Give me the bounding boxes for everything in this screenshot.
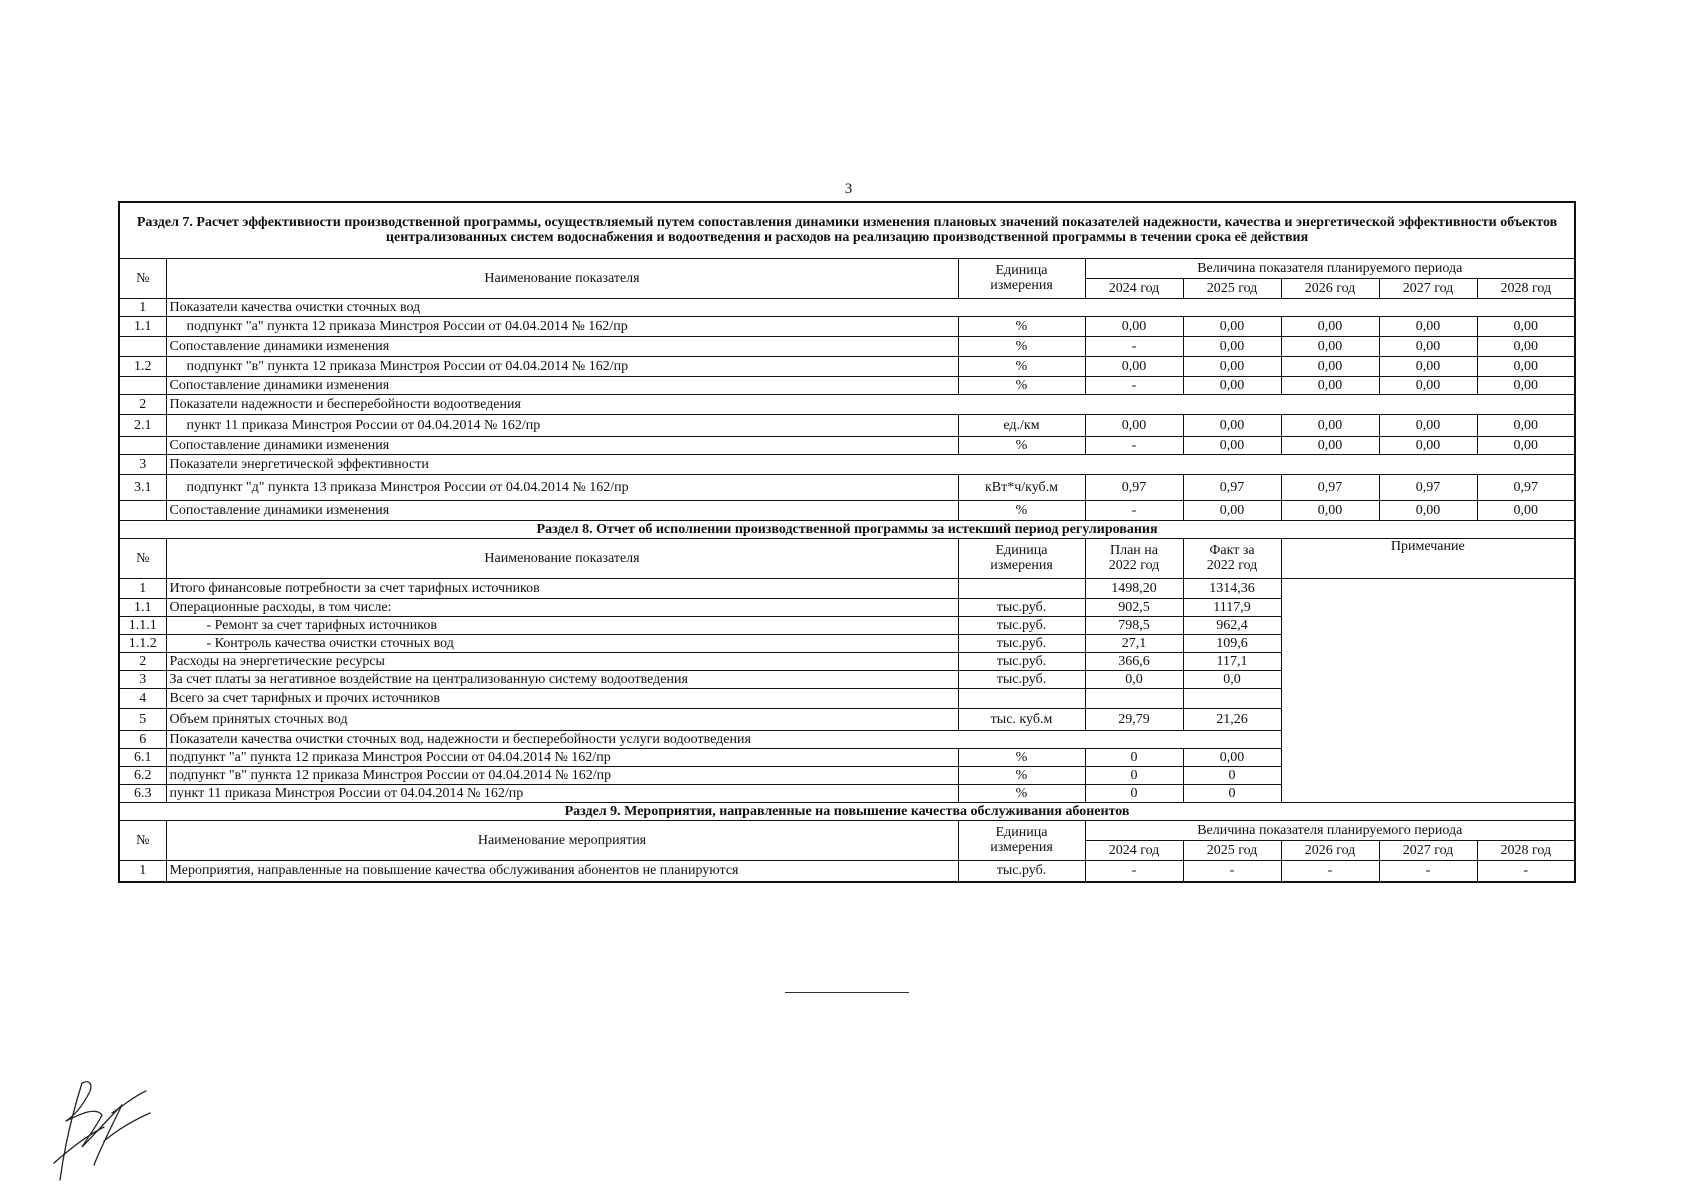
plan-cell: 902,5 xyxy=(1085,598,1183,616)
row-num: 2.1 xyxy=(119,414,166,436)
page-number: 3 xyxy=(844,181,853,197)
plan-cell: 366,6 xyxy=(1085,652,1183,670)
indicator-name: За счет платы за негативное воздействие на централизованную систему водоотведения xyxy=(166,670,958,688)
fact-cell: 1117,9 xyxy=(1183,598,1281,616)
unit-cell: тыс.руб. xyxy=(958,860,1085,882)
value-cell: 0,00 xyxy=(1281,414,1379,436)
plan-cell: 0,0 xyxy=(1085,670,1183,688)
indicator-name: подпункт "а" пункта 12 приказа Минстроя России от 04.04.2014 № 162/пр xyxy=(166,748,958,766)
value-cell: 0,97 xyxy=(1477,474,1575,500)
value-cell: 0,00 xyxy=(1477,436,1575,454)
unit-cell: % xyxy=(958,336,1085,356)
section9-header-row xyxy=(119,820,1575,840)
row-num: 1 xyxy=(119,578,166,598)
row-num xyxy=(119,500,166,520)
plan-cell: 0 xyxy=(1085,784,1183,802)
row-num xyxy=(119,436,166,454)
fact-cell: 962,4 xyxy=(1183,616,1281,634)
indicator-name: - Ремонт за счет тарифных источников xyxy=(166,616,958,634)
section8-title-row xyxy=(119,520,1575,538)
value-cell: 0,00 xyxy=(1379,356,1477,376)
header-plan-line1: План на xyxy=(1109,543,1158,558)
unit-cell: тыс.руб. xyxy=(958,670,1085,688)
unit-cell: % xyxy=(958,766,1085,784)
header-year: 2027 год xyxy=(1379,278,1477,298)
indicator-name: подпункт "в" пункта 12 приказа Минстроя России от 04.04.2014 № 162/пр xyxy=(166,766,958,784)
value-cell: - xyxy=(1085,436,1183,454)
row-num: 3 xyxy=(119,454,166,474)
measure-name: Мероприятия, направленные на повышение качества обслуживания абонентов не планируются xyxy=(166,860,958,882)
row-num: 4 xyxy=(119,688,166,708)
row-num: 6 xyxy=(119,730,166,748)
section8-title: Раздел 8. Отчет об исполнении производственной программы за истекший период регулирования xyxy=(119,520,1575,538)
value-cell: 0,00 xyxy=(1281,316,1379,336)
value-cell: - xyxy=(1085,500,1183,520)
fact-cell: 0 xyxy=(1183,784,1281,802)
value-cell: 0,00 xyxy=(1379,316,1477,336)
header-year: 2026 год xyxy=(1281,278,1379,298)
row-num: 3 xyxy=(119,670,166,688)
unit-cell: кВт*ч/куб.м xyxy=(958,474,1085,500)
table-row xyxy=(119,394,1575,414)
unit-cell: % xyxy=(958,356,1085,376)
unit-cell: % xyxy=(958,500,1085,520)
value-cell: 0,00 xyxy=(1477,336,1575,356)
value-cell: 0,00 xyxy=(1183,336,1281,356)
header-period: Величина показателя планируемого периода xyxy=(1085,820,1575,840)
indicator-name: Всего за счет тарифных и прочих источников xyxy=(166,688,958,708)
header-name: Наименование показателя xyxy=(166,258,958,298)
row-num: 1 xyxy=(119,298,166,316)
header-year: 2024 год xyxy=(1085,840,1183,860)
plan-cell: 29,79 xyxy=(1085,708,1183,730)
header-year: 2027 год xyxy=(1379,840,1477,860)
unit-cell: тыс.руб. xyxy=(958,598,1085,616)
fact-cell: 21,26 xyxy=(1183,708,1281,730)
header-plan-line2: 2022 год xyxy=(1108,558,1160,573)
fact-cell xyxy=(1183,688,1281,708)
header-num: № xyxy=(119,538,166,578)
section9-title-row xyxy=(119,802,1575,820)
indicator-name: подпункт "а" пункта 12 приказа Минстроя России от 04.04.2014 № 162/пр xyxy=(166,316,958,336)
value-cell: 0,00 xyxy=(1183,436,1281,454)
value-cell: 0,00 xyxy=(1477,414,1575,436)
value-cell: 0,00 xyxy=(1477,500,1575,520)
header-year: 2026 год xyxy=(1281,840,1379,860)
value-cell: 0,00 xyxy=(1379,500,1477,520)
note-cell xyxy=(1281,578,1575,802)
row-num: 1 xyxy=(119,860,166,882)
section7-header-row xyxy=(119,258,1575,278)
indicator-name: пункт 11 приказа Минстроя России от 04.04.2014 № 162/пр xyxy=(166,414,958,436)
fact-cell: 0,00 xyxy=(1183,748,1281,766)
plan-cell: 798,5 xyxy=(1085,616,1183,634)
section7-title-row xyxy=(119,202,1575,258)
plan-cell: 27,1 xyxy=(1085,634,1183,652)
fact-cell: 109,6 xyxy=(1183,634,1281,652)
header-unit-line2: измерения xyxy=(990,840,1053,855)
table-row xyxy=(119,454,1575,474)
plan-cell xyxy=(1085,688,1183,708)
header-note: Примечание xyxy=(1281,538,1575,578)
row-num: 1.2 xyxy=(119,356,166,376)
group-name: Показатели качества очистки сточных вод xyxy=(166,298,1575,316)
value-cell: 0,00 xyxy=(1281,500,1379,520)
value-cell: - xyxy=(1085,860,1183,882)
value-cell: 0,97 xyxy=(1183,474,1281,500)
value-cell: 0,00 xyxy=(1477,356,1575,376)
value-cell: 0,00 xyxy=(1281,436,1379,454)
value-cell: 0,00 xyxy=(1379,376,1477,394)
header-fact-line2: 2022 год xyxy=(1206,558,1258,573)
header-unit xyxy=(958,538,1085,578)
indicator-name: Сопоставление динамики изменения xyxy=(166,436,958,454)
fact-cell: 1314,36 xyxy=(1183,578,1281,598)
value-cell: 0,00 xyxy=(1379,336,1477,356)
value-cell: 0,00 xyxy=(1477,316,1575,336)
header-year: 2025 год xyxy=(1183,278,1281,298)
value-cell: 0,00 xyxy=(1281,336,1379,356)
group-name: Показатели надежности и бесперебойности водоотведения xyxy=(166,394,1575,414)
row-num: 1.1 xyxy=(119,316,166,336)
unit-cell xyxy=(958,688,1085,708)
group-name: Показатели качества очистки сточных вод, надежности и бесперебойности услуги водоотведения xyxy=(166,730,1281,748)
indicator-name: подпункт "д" пункта 13 приказа Минстроя России от 04.04.2014 № 162/пр xyxy=(166,474,958,500)
value-cell: 0,00 xyxy=(1085,414,1183,436)
unit-cell: ед./км xyxy=(958,414,1085,436)
header-period: Величина показателя планируемого периода xyxy=(1085,258,1575,278)
signature-image xyxy=(52,1055,162,1185)
indicator-name: Расходы на энергетические ресурсы xyxy=(166,652,958,670)
header-unit-line2: измерения xyxy=(990,558,1053,573)
unit-cell: тыс.руб. xyxy=(958,634,1085,652)
header-fact-line1: Факт за xyxy=(1209,543,1255,558)
unit-cell: % xyxy=(958,784,1085,802)
value-cell: 0,00 xyxy=(1379,414,1477,436)
value-cell: 0,00 xyxy=(1183,356,1281,376)
indicator-name: Операционные расходы, в том числе: xyxy=(166,598,958,616)
header-fact xyxy=(1183,538,1281,578)
fact-cell: 117,1 xyxy=(1183,652,1281,670)
table-row xyxy=(119,436,1575,454)
indicator-name: Итого финансовые потребности за счет тарифных источников xyxy=(166,578,958,598)
value-cell: 0,00 xyxy=(1477,376,1575,394)
main-table xyxy=(118,201,1576,883)
value-cell: 0,00 xyxy=(1183,316,1281,336)
value-cell: 0,00 xyxy=(1281,376,1379,394)
section9-title: Раздел 9. Мероприятия, направленные на повышение качества обслуживания абонентов xyxy=(119,802,1575,820)
header-unit xyxy=(958,258,1085,298)
header-year: 2028 год xyxy=(1477,840,1575,860)
header-unit xyxy=(958,820,1085,860)
table-row xyxy=(119,860,1575,882)
row-num: 6.3 xyxy=(119,784,166,802)
unit-cell xyxy=(958,578,1085,598)
unit-cell: % xyxy=(958,748,1085,766)
value-cell: 0,00 xyxy=(1379,436,1477,454)
plan-cell: 0 xyxy=(1085,766,1183,784)
value-cell: - xyxy=(1183,860,1281,882)
table-row xyxy=(119,376,1575,394)
header-name: Наименование показателя xyxy=(166,538,958,578)
header-name: Наименование мероприятия xyxy=(166,820,958,860)
value-cell: - xyxy=(1379,860,1477,882)
plan-cell: 0 xyxy=(1085,748,1183,766)
header-unit-line1: Единица xyxy=(995,543,1048,558)
table-row xyxy=(119,414,1575,436)
table-row xyxy=(119,336,1575,356)
value-cell: 0,00 xyxy=(1183,414,1281,436)
plan-cell: 1498,20 xyxy=(1085,578,1183,598)
table-row xyxy=(119,500,1575,520)
table-row xyxy=(119,474,1575,500)
value-cell: 0,97 xyxy=(1379,474,1477,500)
row-num: 1.1 xyxy=(119,598,166,616)
value-cell: 0,97 xyxy=(1281,474,1379,500)
unit-cell: тыс.руб. xyxy=(958,616,1085,634)
row-num xyxy=(119,336,166,356)
section8-header-row xyxy=(119,538,1575,578)
table-row xyxy=(119,316,1575,336)
header-year: 2028 год xyxy=(1477,278,1575,298)
row-num: 5 xyxy=(119,708,166,730)
value-cell: - xyxy=(1477,860,1575,882)
header-unit-line2: измерения xyxy=(990,278,1053,293)
row-num: 1.1.2 xyxy=(119,634,166,652)
group-name: Показатели энергетической эффективности xyxy=(166,454,1575,474)
header-num: № xyxy=(119,820,166,860)
value-cell: - xyxy=(1085,336,1183,356)
row-num: 3.1 xyxy=(119,474,166,500)
section7-title: Раздел 7. Расчет эффективности производственной программы, осуществляемый путем сопоставления динамики изменения плановых значений показателей надежности, качества и энергетической эффективности объектов централизованных систем водоснабжения и водоотведения и расходов на реализацию производственной программы в течении срока её действия xyxy=(119,202,1575,258)
row-num: 6.2 xyxy=(119,766,166,784)
table-row xyxy=(119,298,1575,316)
indicator-name: Сопоставление динамики изменения xyxy=(166,336,958,356)
indicator-name: Сопоставление динамики изменения xyxy=(166,376,958,394)
table-row xyxy=(119,578,1575,598)
indicator-name: подпункт "в" пункта 12 приказа Минстроя России от 04.04.2014 № 162/пр xyxy=(166,356,958,376)
unit-cell: % xyxy=(958,436,1085,454)
fact-cell: 0,0 xyxy=(1183,670,1281,688)
header-unit-line1: Единица xyxy=(995,825,1048,840)
value-cell: 0,00 xyxy=(1183,376,1281,394)
indicator-name: - Контроль качества очистки сточных вод xyxy=(166,634,958,652)
unit-cell: % xyxy=(958,316,1085,336)
value-cell: 0,00 xyxy=(1085,316,1183,336)
table-body xyxy=(119,202,1575,882)
value-cell: 0,00 xyxy=(1085,356,1183,376)
indicator-name: Объем принятых сточных вод xyxy=(166,708,958,730)
bottom-rule xyxy=(785,992,909,993)
unit-cell: тыс. куб.м xyxy=(958,708,1085,730)
header-year: 2024 год xyxy=(1085,278,1183,298)
table-row xyxy=(119,356,1575,376)
row-num: 2 xyxy=(119,394,166,414)
header-unit-line1: Единица xyxy=(995,263,1048,278)
value-cell: - xyxy=(1281,860,1379,882)
row-num: 2 xyxy=(119,652,166,670)
row-num: 6.1 xyxy=(119,748,166,766)
indicator-name: пункт 11 приказа Минстроя России от 04.04.2014 № 162/пр xyxy=(166,784,958,802)
unit-cell: тыс.руб. xyxy=(958,652,1085,670)
row-num xyxy=(119,376,166,394)
header-plan xyxy=(1085,538,1183,578)
unit-cell: % xyxy=(958,376,1085,394)
indicator-name: Сопоставление динамики изменения xyxy=(166,500,958,520)
value-cell: - xyxy=(1085,376,1183,394)
value-cell: 0,00 xyxy=(1281,356,1379,376)
value-cell: 0,00 xyxy=(1183,500,1281,520)
fact-cell: 0 xyxy=(1183,766,1281,784)
header-num: № xyxy=(119,258,166,298)
row-num: 1.1.1 xyxy=(119,616,166,634)
header-year: 2025 год xyxy=(1183,840,1281,860)
value-cell: 0,97 xyxy=(1085,474,1183,500)
